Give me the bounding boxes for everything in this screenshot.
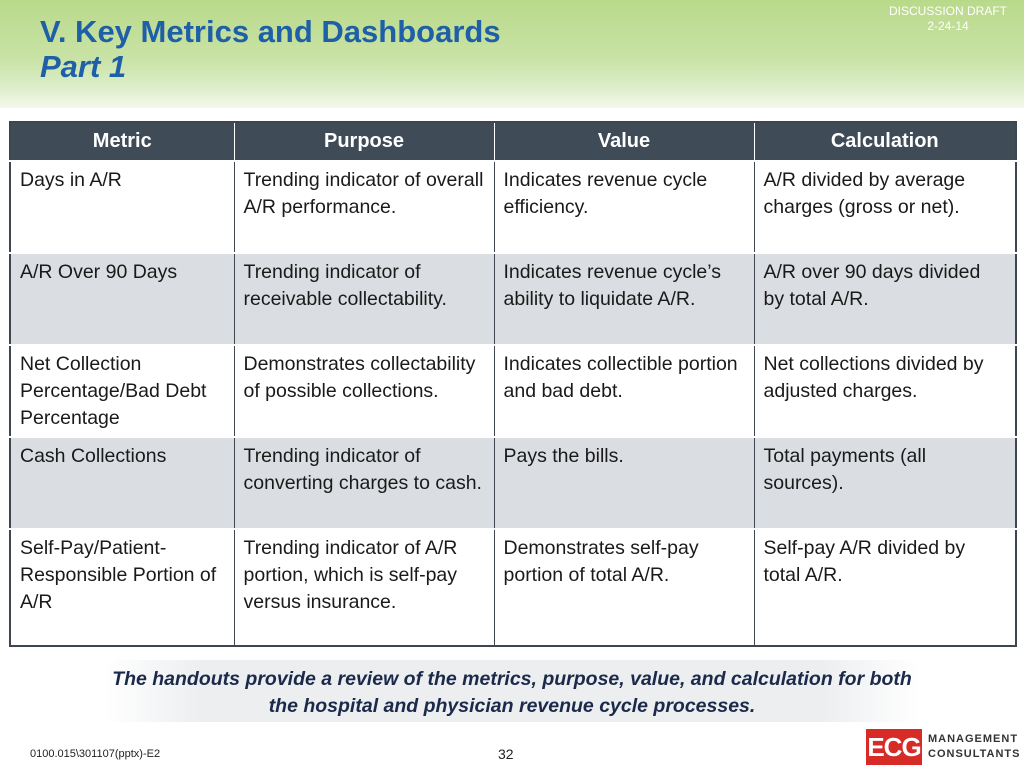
logo-mark: ECG <box>866 729 922 765</box>
cell-purpose: Demonstrates collectability of possible collections. <box>234 345 494 437</box>
cell-value: Demonstrates self-pay portion of total A/R. <box>494 529 754 646</box>
cell-value: Pays the bills. <box>494 437 754 529</box>
cell-metric: Self-Pay/Patient-Responsible Portion of A/R <box>10 529 234 646</box>
draft-date: 2-24-14 <box>927 19 969 33</box>
table-row <box>10 253 1016 345</box>
document-code: 0100.015\301107(pptx)-E2 <box>30 748 161 760</box>
table-row <box>10 437 1016 529</box>
draft-stamp <box>878 4 1018 34</box>
logo-line1: MANAGEMENT <box>928 733 1019 745</box>
metrics-table <box>9 121 1017 647</box>
table-row <box>10 161 1016 253</box>
column-header-purpose: Purpose <box>234 122 494 161</box>
draft-label: DISCUSSION DRAFT <box>888 4 1007 18</box>
table-row <box>10 345 1016 437</box>
slide-title-line2: Part 1 <box>40 49 127 84</box>
cell-purpose: Trending indicator of overall A/R performance. <box>234 161 494 253</box>
column-header-calculation: Calculation <box>754 122 1016 161</box>
cell-calculation: Self-pay A/R divided by total A/R. <box>754 529 1016 646</box>
cell-value: Indicates revenue cycle’s ability to liquidate A/R. <box>494 253 754 345</box>
slide-title-line1: V. Key Metrics and Dashboards <box>40 14 501 49</box>
page-number: 32 <box>498 746 514 762</box>
table-row <box>10 529 1016 646</box>
cell-metric: Net Collection Percentage/Bad Debt Percentage <box>10 345 234 437</box>
cell-value: Indicates collectible portion and bad debt. <box>494 345 754 437</box>
cell-metric: Cash Collections <box>10 437 234 529</box>
handouts-callout: The handouts provide a review of the metrics, purpose, value, and calculation for both the hospital and physician revenue cycle processes. <box>105 660 919 722</box>
cell-metric: A/R Over 90 Days <box>10 253 234 345</box>
cell-purpose: Trending indicator of A/R portion, which is self-pay versus insurance. <box>234 529 494 646</box>
column-header-metric: Metric <box>10 122 234 161</box>
table-header-row <box>10 122 1016 161</box>
cell-calculation: Total payments (all sources). <box>754 437 1016 529</box>
logo-text <box>928 732 1020 762</box>
ecg-logo <box>866 729 1021 765</box>
cell-calculation: A/R over 90 days divided by total A/R. <box>754 253 1016 345</box>
cell-calculation: A/R divided by average charges (gross or net). <box>754 161 1016 253</box>
cell-purpose: Trending indicator of converting charges to cash. <box>234 437 494 529</box>
cell-calculation: Net collections divided by adjusted charges. <box>754 345 1016 437</box>
slide-title <box>40 14 501 84</box>
cell-purpose: Trending indicator of receivable collectability. <box>234 253 494 345</box>
logo-line2: CONSULTANTS <box>928 748 1021 760</box>
cell-metric: Days in A/R <box>10 161 234 253</box>
cell-value: Indicates revenue cycle efficiency. <box>494 161 754 253</box>
column-header-value: Value <box>494 122 754 161</box>
